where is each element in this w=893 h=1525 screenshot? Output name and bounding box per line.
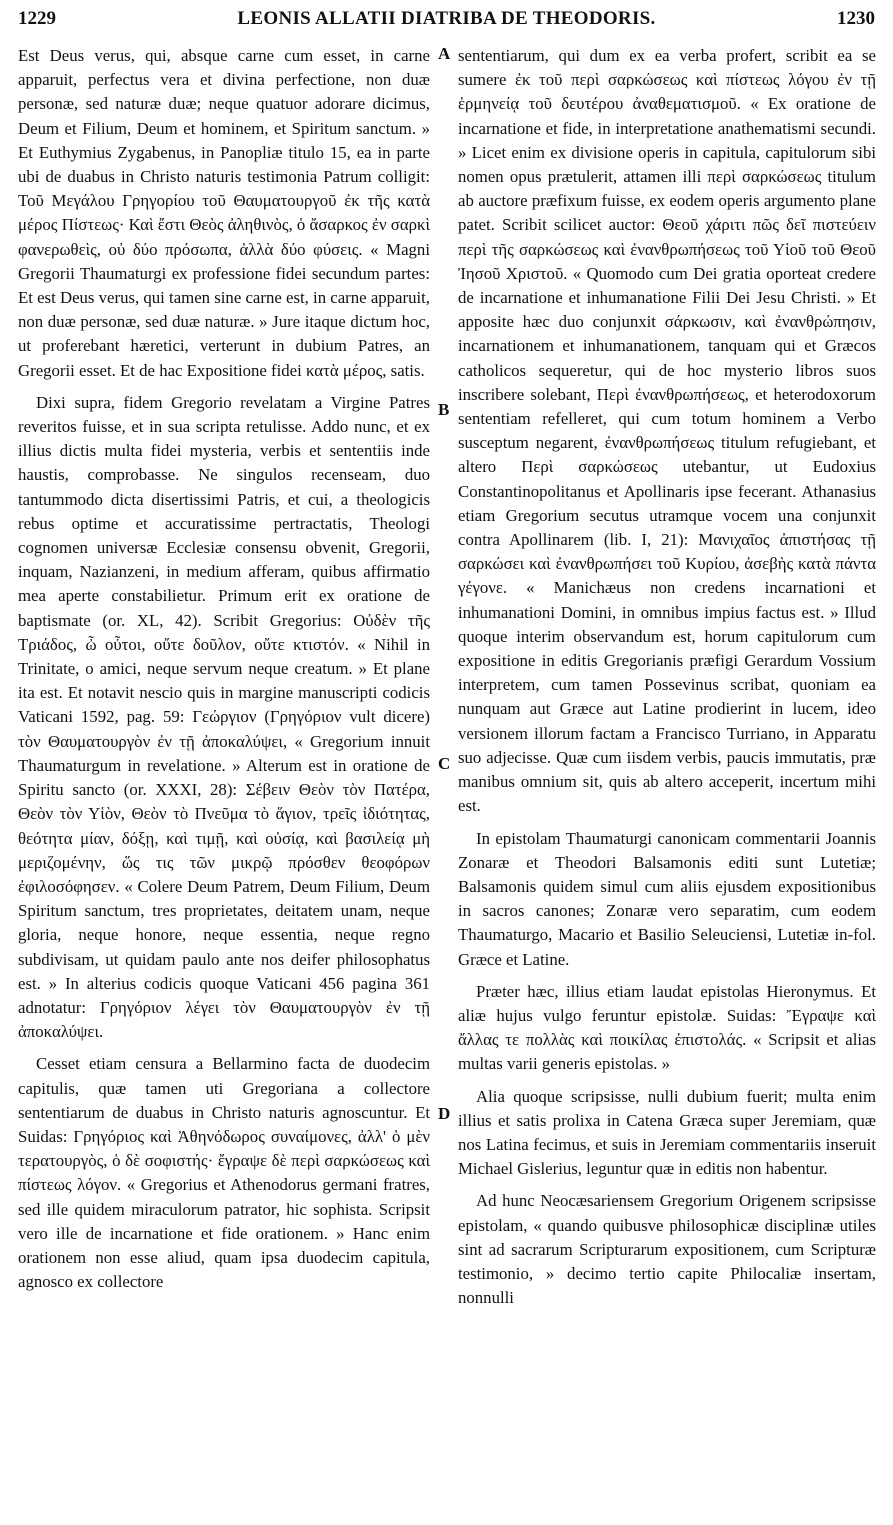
page-number-right: 1230: [837, 8, 875, 29]
margin-letter-c: C: [438, 754, 451, 773]
paragraph: Dixi supra, fidem Gregorio revelatam a Virgine Patres reveritos fuisse, et in sua scripta retulisse. Addo nunc, et ex illius dictis multa fidei mysteria, verbis et sententiis inde haustis, comprobasse. Ne singulos recenseam, duo tantummodo dicta disertissimi Patris, et cui, a theologicis rebus optime et accuratissime pertractatis, Theologi cognomen universæ Ecclesiæ consensu obvenit, Gregorii, inquam, Nazianzeni, in medium afferam, quibus affirmatio mea aperte constabilietur. Primum erit ex oratione de baptismate (or. XL, 42). Scribit Gregorius: Οὐδὲν τῆς Τριάδος, ὦ οὗτοι, οὔτε δοῦλον, οὔτε κτιστόν. « Nihil in Trinitate, o amici, neque servum neque creatum. » Et plane ita est. Et notavit nescio quis in margine manuscripti codicis Vaticani 1592, pag. 59: Γεώργιον (Γρηγόριον vult dicere) τὸν Θαυματουργὸν ἐν τῇ ἀποκαλύψει, « Gregorium innuit Thaumaturgum in revelatione. » Alterum est in oratione de Spiritu sancto (or. XXXI, 28): Σέβειν Θεὸν τὸν Πατέρα, Θεὸν τὸν Υἱὸν, Θεὸν τὸ Πνεῦμα τὸ ἅγιον, τρεῖς ἰδιότητας, θεότητα μίαν, δόξῃ, καὶ τιμῇ, καὶ οὐσίᾳ, καὶ βασιλείᾳ μὴ μεριζομένην, ὥς τις τῶν μικρῷ πρόσθεν θεοφόρων ἐφιλοσόφησεν. « Colere Deum Patrem, Deum Filium, Deum Spiritum sanctum, tres proprietates, deitatem unam, neque gloria, neque honore, neque essentia, neque regno subdivisam, ut quidam paulo ante nos deifer philosophatus est. » In alterius codicis quoque Vaticani 456 pagina 361 adnotatur: Γρηγόριον λέγει τὸν Θαυματουργὸν ἐν τῇ ἀποκαλύψει.: [18, 392, 430, 1042]
margin-letter-a: A: [438, 44, 451, 63]
paragraph: In epistolam Thaumaturgi canonicam commentarii Joannis Zonaræ et Theodori Balsamonis editi sunt Lutetiæ; Balsamonis quidem simul cum aliis ejusdem expositionibus in sacros canones; Zonaræ vero separatim, cum eodem Thaumaturgo, Macario et Basilio Seleuciensi, Lutetiæ in-fol. Græce et Latine.: [458, 828, 876, 969]
right-column: [458, 44, 876, 1318]
paragraph: Cesset etiam censura a Bellarmino facta de duodecim capitulis, quæ tamen uti Gregoriana a collectore sententiarum de duabus in Christo naturis agnoscuntur. Et Suidas: Γρηγόριος καὶ Ἀθηνόδωρος συναίμονες, ἀλλ' ὁ μὲν τερατουργὸς, ὁ δὲ σοφιστής· ἔγραψε δὲ περὶ σαρκώσεως καὶ πίστεως λόγον. « Gregorius et Athenodorus germani fratres, sed ille quidem miraculorum patrator, hic sophista. Scripsit vero ille de incarnatione et fide orationem. » Hanc enim orationem non esse aliud, quam ipsa duodecim capitula, agnosco ex collectore: [18, 1054, 430, 1292]
paragraph: Præter hæc, illius etiam laudat epistolas Hieronymus. Et aliæ hujus vulgo feruntur epistolæ. Suidas: Ἔγραψε καὶ ἄλλας τε πολλὰς καὶ ποικίλας ἐπιστολάς. « Scripsit et alias multas varii generis epistolas. »: [458, 981, 876, 1074]
page-header: [18, 8, 875, 36]
paragraph: Alia quoque scripsisse, nulli dubium fuerit; multa enim illius et satis prolixa in Catena Græca super Jeremiam, quæ nos Latina fecimus, et suis in Jeremiam commentariis inseruit Michael Gislerius, leguntur quæ in editis non habentur.: [458, 1086, 876, 1179]
paragraph: Ad hunc Neocæsariensem Gregorium Origenem scripsisse epistolam, « quando quibusve philosophicæ disciplinæ utiles sint ad sacrarum Scripturarum expositionem, cum Scripturæ testimonio, » decimo tertio capite Philocaliæ insertam, nonnulli: [458, 1191, 876, 1308]
paragraph: Est Deus verus, qui, absque carne cum esset, in carne apparuit, perfectus vera et divina perfectione, non duæ personæ, sed naturæ duæ; neque quatuor adorare dicimus, Deum et Filium, Deum et hominem, et Spiritum sanctum. » Et Euthymius Zygabenus, in Panopliæ titulo 15, ea in parte ubi de duabus in Christo naturis testimonia Patrum colligit: Τοῦ Μεγάλου Γρηγορίου τοῦ Θαυματουργοῦ ἐκ τῆς κατὰ μέρος Πίστεως· Καὶ ἔστι Θεὸς ἀληθινὸς, ὁ ἄσαρκος ἐν σαρκὶ φανερωθεὶς, οὐ δύο πρόσωπα, ἀλλὰ δύο φύσεις. « Magni Gregorii Thaumaturgi ex professione fidei secundum partes: Et est Deus verus, qui tamen sine carne est, in carne apparuit, non duæ personæ, sed duæ naturæ. » Jure itaque dictum hoc, ut proferebant hæretici, verterunt in dubium Patres, an Gregorii esset. Et de hac Expositione fidei κατὰ μέρος, satis.: [18, 46, 430, 380]
page-number-left: 1229: [18, 8, 56, 29]
paragraph: sententiarum, qui dum ex ea verba profert, scribit ea se sumere ἐκ τοῦ περὶ σαρκώσεως καὶ πίστεως λόγου ἐν τῇ ἑρμηνείᾳ τοῦ δευτέρου ἀναθεματισμοῦ. « Ex oratione de incarnatione et fide, in interpretatione anathematismi secundi. » Licet enim ex divisione operis in capitula, capitulorum sibi nomen opus prætulerit, attamen illi περὶ σαρκώσεως titulum ab auctore præfixum fuisse, ex eodem operis argumento plane patet. Scribit scilicet auctor: Θεοῦ χάριτι πῶς δεῖ πιστεύειν περὶ τῆς σαρκώσεως καὶ ἐνανθρωπήσεως τοῦ Υἱοῦ τοῦ Θεοῦ Ἰησοῦ Χριστοῦ. « Quomodo cum Dei gratia oporteat credere de incarnatione et inhumanatione Filii Dei Jesu Christi. » Et apposite hæc duo conjunxit σάρκωσιν, καὶ ἐνανθρώπησιν, incarnationem et inhumanationem, tanquam qui et Græcos catholicos sequeretur, qui de hoc mysterio libros suos inscribere solebant, Περὶ ἐνανθρωπήσεως, et heterodoxorum sententiam refelleret, qui cum totum hominem a Verbo susceptum negarent, ἐνανθρωπήσεως titulum refugiebant, et altero Περὶ σαρκώσεως utebantur, ut Eudoxius Constantinopolitanus et Apollinaris ipse fecerant. Athanasius etiam Gregorium secutus utramque vocem una conjunxit contra Apollinarem (lib. I, 21): Μανιχαῖος ἀπιστήσας τῇ σαρκώσει καὶ ἐνανθρωπήσει τοῦ Κυρίου, ἀσεβὴς κατὰ πάντα γέγονε. « Manichæus non credens incarnationi et inhumanationi Domini, in omnibus impius factus est. » Illud quoque interim observandum est, horum capitulorum cum expositione in editis Gregorianis præfigi Gerardum Vossium interpretem, cum tamen Possevinus scribat, quoniam ea nunquam aut Græce aut Latine prodierint in lucem, ideo versionem illorum factam a Francisco Turriano, in Apparatu suo adjecisse. Quæ cum iisdem verbis, paucis immutatis, præ manibus omnium sit, quis ab altero acceperit, incertum mihi est.: [458, 46, 876, 816]
margin-letter-d: D: [438, 1104, 451, 1123]
margin-letter-b: B: [438, 400, 450, 419]
left-column: [18, 44, 430, 1302]
running-title: LEONIS ALLATII DIATRIBA DE THEODORIS.: [237, 8, 656, 29]
